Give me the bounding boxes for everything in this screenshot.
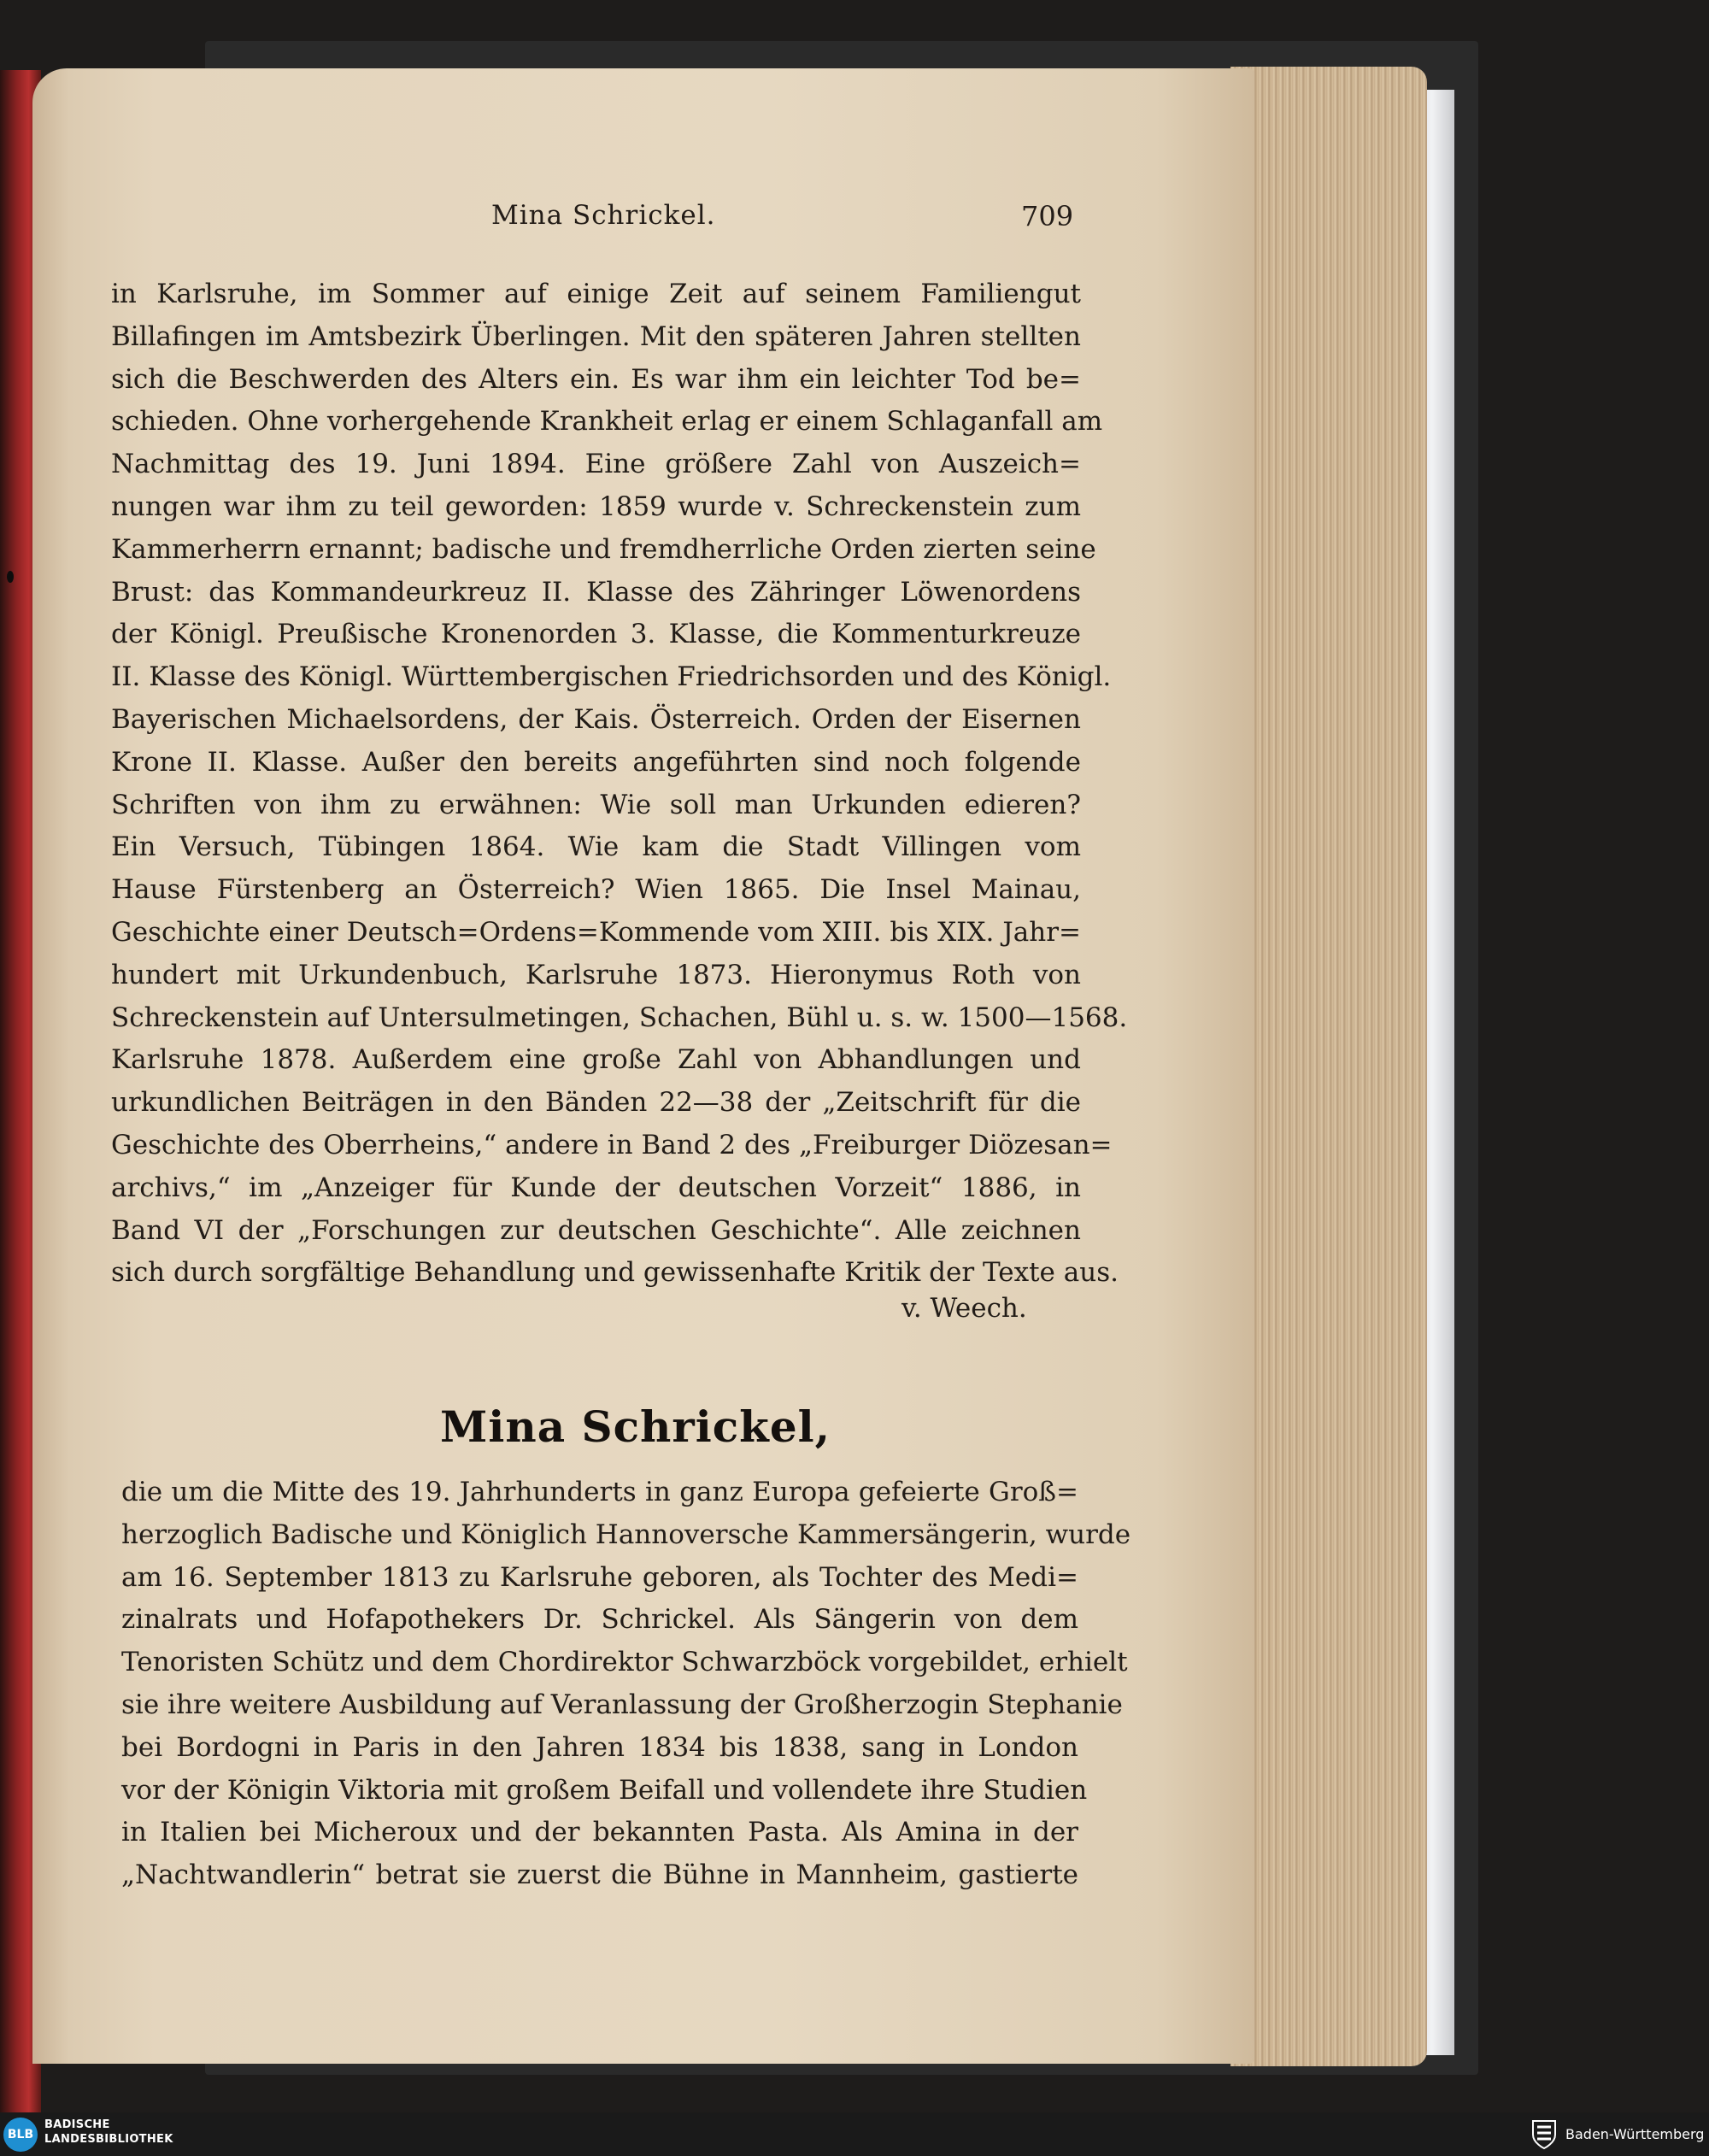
- library-name-line1: BADISCHE: [44, 2118, 110, 2131]
- article-schreckenstein-text: [111, 273, 1128, 1295]
- text-line: schieden. Ohne vorhergehende Krankheit erlag er einem Schlaganfall am: [111, 406, 1103, 438]
- text-line: am 16. September 1813 zu Karlsruhe geboren, als Tochter des Medi=: [121, 1561, 1078, 1593]
- text-line: Schriften von ihm zu erwähnen: Wie soll man Urkunden edieren?: [111, 789, 1081, 820]
- text-line: zinalrats und Hofapothekers Dr. Schrickel. Als Sängerin von dem: [121, 1604, 1078, 1636]
- viewer-footer: [0, 2112, 1709, 2156]
- text-line: Hause Fürstenberg an Österreich? Wien 1865. Die Insel Mainau,: [111, 874, 1081, 906]
- text-line: sich die Beschwerden des Alters ein. Es war ihm ein leichter Tod be=: [111, 363, 1081, 395]
- scan-mark: [7, 571, 14, 583]
- text-line: Band VI der „Forschungen zur deutschen Geschichte“. Alle zeichnen: [111, 1214, 1081, 1246]
- text-line: in Italien bei Micheroux und der bekannten Pasta. Als Amina in der: [121, 1817, 1078, 1848]
- text-line: Ein Versuch, Tübingen 1864. Wie kam die Stadt Villingen vom: [111, 831, 1081, 863]
- text-line: Nachmittag des 19. Juni 1894. Eine größere Zahl von Auszeich=: [111, 449, 1081, 480]
- text-line: in Karlsruhe, im Sommer auf einige Zeit auf seinem Familiengut: [111, 279, 1081, 309]
- library-name-line2: LANDESBIBLIOTHEK: [44, 2133, 173, 2146]
- text-line: Billafingen im Amtsbezirk Überlingen. Mit den späteren Jahren stellten: [111, 320, 1081, 352]
- text-line: sich durch sorgfältige Behandlung und gewissenhafte Kritik der Texte aus.: [111, 1257, 1119, 1289]
- page-fore-edge: [1230, 67, 1427, 2066]
- text-line: bei Bordogni in Paris in den Jahren 1834 bis 1838, sang in London: [121, 1731, 1078, 1763]
- article-schrickel-text: [121, 1472, 1131, 1897]
- text-line: Schreckenstein auf Untersulmetingen, Schachen, Bühl u. s. w. 1500—1568.: [111, 1002, 1128, 1033]
- text-line: Kammerherrn ernannt; badische und fremdherrliche Orden zierten seine: [111, 533, 1096, 565]
- page-number: 709: [1021, 200, 1074, 232]
- running-title: Mina Schrickel.: [491, 200, 716, 231]
- article-title: Mina Schrickel,: [440, 1401, 831, 1452]
- blb-logo-badge[interactable]: BLB: [3, 2118, 38, 2152]
- text-line: Krone II. Klasse. Außer den bereits angeführten sind noch folgende: [111, 746, 1081, 778]
- text-line: Karlsruhe 1878. Außerdem eine große Zahl von Abhandlungen und: [111, 1044, 1081, 1076]
- author-signature: v. Weech.: [901, 1293, 1027, 1324]
- text-line: Tenoristen Schütz und dem Chordirektor Schwarzböck vorgebildet, erhielt: [121, 1647, 1128, 1678]
- text-line: Geschichte des Oberrheins,“ andere in Band 2 des „Freiburger Diözesan=: [111, 1129, 1113, 1160]
- coat-of-arms-icon[interactable]: [1530, 2118, 1559, 2150]
- text-line: der Königl. Preußische Kronenorden 3. Klasse, die Kommenturkreuze: [111, 619, 1081, 650]
- text-line: herzoglich Badische und Königlich Hannoversche Kammersängerin, wurde: [121, 1519, 1131, 1550]
- text-line: archivs,“ im „Anzeiger für Kunde der deutschen Vorzeit“ 1886, in: [111, 1172, 1081, 1203]
- text-line: Brust: das Kommandeurkreuz II. Klasse des Zähringer Löwenordens: [111, 576, 1081, 608]
- text-line: II. Klasse des Königl. Württembergischen Friedrichsorden und des Königl.: [111, 661, 1112, 693]
- text-line: die um die Mitte des 19. Jahrhunderts in ganz Europa gefeierte Groß=: [121, 1477, 1078, 1507]
- text-line: vor der Königin Viktoria mit großem Beifall und vollendete ihre Studien: [121, 1774, 1088, 1806]
- text-line: Bayerischen Michaelsordens, der Kais. Österreich. Orden der Eisernen: [111, 703, 1081, 735]
- text-line: hundert mit Urkundenbuch, Karlsruhe 1873. Hieronymus Roth von: [111, 959, 1081, 990]
- state-name[interactable]: Baden-Württemberg: [1565, 2126, 1705, 2142]
- text-line: sie ihre weitere Ausbildung auf Veranlassung der Großherzogin Stephanie: [121, 1689, 1123, 1720]
- text-line: „Nachtwandlerin“ betrat sie zuerst die Bühne in Mannheim, gastierte: [121, 1859, 1078, 1891]
- text-line: nungen war ihm zu teil geworden: 1859 wurde v. Schreckenstein zum: [111, 491, 1081, 522]
- text-line: urkundlichen Beiträgen in den Bänden 22—38 der „Zeitschrift für die: [111, 1087, 1081, 1119]
- library-name[interactable]: [44, 2118, 173, 2147]
- text-line: Geschichte einer Deutsch=Ordens=Kommende vom XIII. bis XIX. Jahr=: [111, 916, 1081, 948]
